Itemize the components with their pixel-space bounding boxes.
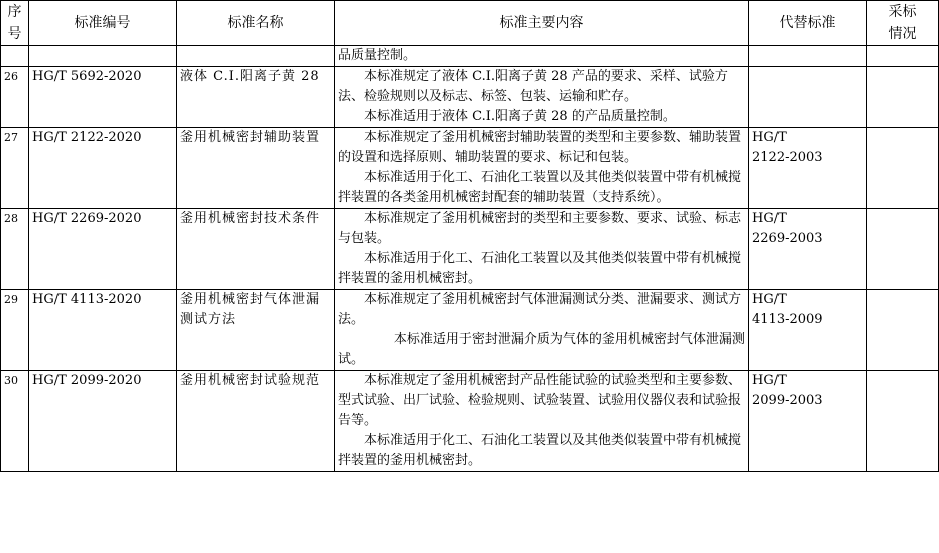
- continuation-row: [1, 46, 939, 67]
- content-paragraph: 本标准规定了釜用机械密封辅助装置的类型和主要参数、辅助装置的设置和选择原则、辅助装置的要求、标记和包装。: [338, 130, 742, 165]
- content-paragraph: 本标准规定了液体 C.I.阳离子黄 28 产品的要求、采样、试验方法、检验规则以及标志、标签、包装、运输和贮存。: [338, 69, 728, 104]
- header-content: 标准主要内容: [335, 1, 749, 46]
- cell-name: 釜用机械密封试验规范: [177, 371, 335, 472]
- replaced-line: HG/T: [752, 211, 787, 226]
- header-replaced: 代替标准: [749, 1, 867, 46]
- cell-no: 29: [1, 290, 29, 371]
- cell-replaced: [749, 371, 867, 472]
- replaced-line: HG/T: [752, 373, 787, 388]
- cell-code: HG/T 2099-2020: [29, 371, 177, 472]
- replaced-line: 2099-2003: [752, 393, 823, 408]
- cell-code: [29, 46, 177, 67]
- content-paragraph: 本标准适用于化工、石油化工装置以及其他类似装置中带有机械搅拌装置的釜用机械密封。: [338, 251, 742, 286]
- cell-replaced: [749, 209, 867, 290]
- cell-replaced: [749, 290, 867, 371]
- header-no-line-1: 序: [7, 4, 22, 20]
- cell-no: 30: [1, 371, 29, 472]
- cell-name: 液体 C.I.阳离子黄 28: [177, 67, 335, 128]
- header-adoption: [867, 1, 939, 46]
- cell-no: 27: [1, 128, 29, 209]
- table-row: [1, 209, 939, 290]
- cell-replaced: [749, 46, 867, 67]
- cell-content: [335, 128, 749, 209]
- table-row: [1, 67, 939, 128]
- cell-no: 28: [1, 209, 29, 290]
- cell-content: [335, 46, 749, 67]
- cell-name: 釜用机械密封辅助装置: [177, 128, 335, 209]
- cell-content: [335, 290, 749, 371]
- replaced-line: HG/T: [752, 292, 787, 307]
- cell-content: [335, 209, 749, 290]
- content-paragraph: 品质量控制。: [338, 48, 417, 63]
- content-paragraph: 本标准适用于密封泄漏介质为气体的釜用机械密封气体泄漏测试。: [338, 332, 745, 367]
- cell-code: HG/T 5692-2020: [29, 67, 177, 128]
- content-paragraph: 本标准适用于化工、石油化工装置以及其他类似装置中带有机械搅拌装置的各类釜用机械密封配套的辅助装置（支持系统）。: [338, 170, 742, 205]
- cell-name: 釜用机械密封气体泄漏测试方法: [177, 290, 335, 371]
- header-no-line-2: 号: [7, 26, 22, 42]
- cell-replaced: [749, 128, 867, 209]
- content-paragraph: 本标准规定了釜用机械密封产品性能试验的试验类型和主要参数、型式试验、出厂试验、检验规则、试验装置、试验用仪器仪表和试验报告等。: [338, 373, 742, 428]
- table-row: [1, 371, 939, 472]
- header-no: [1, 1, 29, 46]
- cell-content: [335, 67, 749, 128]
- cell-name: [177, 46, 335, 67]
- cell-adoption: [867, 46, 939, 67]
- cell-adoption: [867, 371, 939, 472]
- replaced-line: 2122-2003: [752, 150, 823, 165]
- cell-name: 釜用机械密封技术条件: [177, 209, 335, 290]
- cell-adoption: [867, 209, 939, 290]
- replaced-line: 2269-2003: [752, 231, 823, 246]
- cell-adoption: [867, 67, 939, 128]
- cell-replaced: [749, 67, 867, 128]
- header-adoption-line-2: 情况: [888, 26, 917, 42]
- content-paragraph: 本标准适用于化工、石油化工装置以及其他类似装置中带有机械搅拌装置的釜用机械密封。: [338, 433, 742, 468]
- replaced-line: HG/T: [752, 130, 787, 145]
- replaced-line: 4113-2009: [752, 312, 823, 327]
- content-paragraph: 本标准适用于液体 C.I.阳离子黄 28 的产品质量控制。: [364, 109, 676, 124]
- content-paragraph: 本标准规定了釜用机械密封气体泄漏测试分类、泄漏要求、测试方法。: [338, 292, 742, 327]
- cell-no: 26: [1, 67, 29, 128]
- cell-code: HG/T 4113-2020: [29, 290, 177, 371]
- cell-code: HG/T 2269-2020: [29, 209, 177, 290]
- cell-no: [1, 46, 29, 67]
- content-paragraph: 本标准规定了釜用机械密封的类型和主要参数、要求、试验、标志与包装。: [338, 211, 742, 246]
- cell-content: [335, 371, 749, 472]
- table-row: [1, 128, 939, 209]
- cell-adoption: [867, 128, 939, 209]
- cell-adoption: [867, 290, 939, 371]
- table-header-row: [1, 1, 939, 46]
- cell-code: HG/T 2122-2020: [29, 128, 177, 209]
- header-adoption-line-1: 采标: [888, 4, 917, 20]
- header-name: 标准名称: [177, 1, 335, 46]
- header-code: 标准编号: [29, 1, 177, 46]
- table-row: [1, 290, 939, 371]
